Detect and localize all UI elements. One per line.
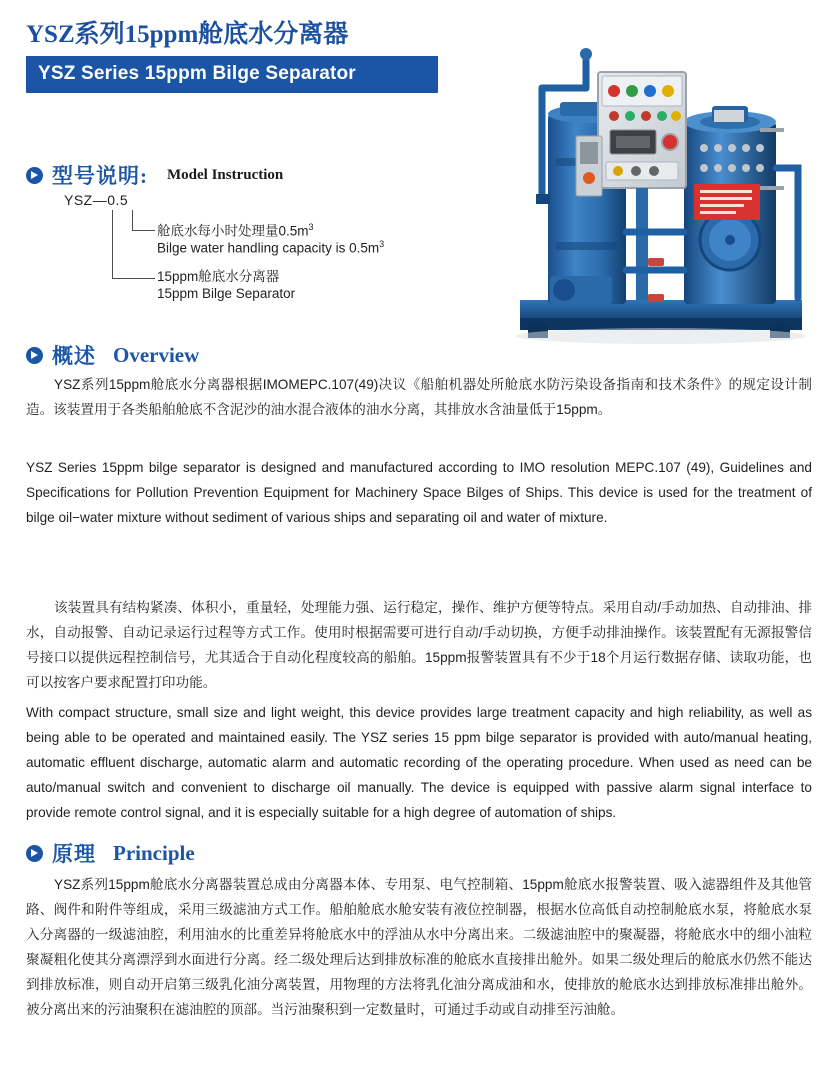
overview-heading-cn: 概述 <box>52 344 96 368</box>
principle-heading-en: Principle <box>113 840 195 865</box>
section-heading-overview <box>26 340 199 370</box>
model-heading-cn: 型号说明: <box>52 164 148 188</box>
model-note-series-cn: 15ppm舱底水分离器 <box>157 269 280 284</box>
model-note-capacity-en <box>157 236 384 257</box>
overview-paragraph-en-2: With compact structure, small size and light weight, this device provides large treatment capacity and high reliability, as well as being able to be operated and maintained easily. The YSZ series 15 ppm bilge separator is provided with auto/manual heating, automatic effluent discharge, automatic alarm and automatic recording of the operating procedure. When used as need can be auto/manual switch and convenient to discharge oil manually. The device is equipped with passive alarm signal interface to provide remote control signal, and it is especially suitable for a high degree of automation of ships. <box>26 705 812 820</box>
arrow-bullet-icon <box>26 845 43 862</box>
model-code: YSZ—0.5 <box>64 192 129 208</box>
page-title-cn: YSZ系列15ppm舱底水分离器 <box>26 21 349 48</box>
title-block <box>26 20 446 93</box>
bilge-separator-product-photo <box>498 18 816 348</box>
section-heading-model-instruction <box>26 160 283 190</box>
section-heading-principle <box>26 838 195 868</box>
overview-paragraph-cn-2: 该装置具有结构紧凑、体积小，重量轻，处理能力强、运行稳定，操作、维护方便等特点。采用自动/手动加热、自动排油、排水，自动报警、自动记录运行过程等方式工作。使用时根据需要可进行自动/手动切换，方便手动排油操作。该装置配有无源报警信号接口以提供远程控制信号，尤其适合于自动化程度较高的船舶。15ppm报警装置具有不少于18个月运行数据存储、读取功能，也可以按客户要求配置打印功能。 <box>26 600 812 690</box>
principle-paragraph-cn-1: YSZ系列15ppm舱底水分离器装置总成由分离器本体、专用泵、电气控制箱、15ppm舱底水报警装置、吸入滤器组件及其他管路、阀件和附件等组成，采用三级滤油方式工作。船舶舱底水舱安装有液位控制器，根据水位高低自动控制舱底水泵，将舱底水泵入分离器的一级滤油腔，利用油水的比重差异将舱底水中的浮油从水中分离出来。二级滤油腔中的聚凝器，将舱底水中的细小油粒聚凝粗化使其分离漂浮到水面进行分离。经二级处理后达到排放标准的舱底水直接排出舱外。如果二级处理后的舱底水仍然不能达到排放标准，则自动开启第三级乳化油分离装置，用物理的方法将乳化油分离成油和水，使排放的舱底水达到排放标准排出舱外。被分离出来的污油聚积在滤油腔的顶部。当污油聚积到一定数量时，可通过手动或自动排至污油舱。 <box>26 877 812 1017</box>
leader-line-series <box>112 210 155 279</box>
model-heading-en: Model Instruction <box>167 166 284 183</box>
model-instruction-diagram <box>26 192 466 317</box>
overview-paragraph-en-1: YSZ Series 15ppm bilge separator is designed and manufactured according to IMO resolution MEPC.107 (49), Guidelines and Specifications for Pollution Prevention Equipment for Machinery Space Bilges of Ships. This device is used for the treatment of bilge oil−water mixture without sediment of various ships and separating oil and water of mixture. <box>26 460 812 525</box>
arrow-bullet-icon <box>26 347 43 364</box>
page-title-en: YSZ Series 15ppm Bilge Separator <box>26 56 438 93</box>
overview-paragraph-cn-1: YSZ系列15ppm舱底水分离器根据IMOMEPC.107(49)决议《船舶机器处所舱底水防污染设备指南和技术条件》的规定设计制造。该装置用于各类船舶舱底不含泥沙的油水混合液体的油水分离，其排放水含油量低于15ppm。 <box>26 377 812 417</box>
model-note-capacity-cn-text: 舱底水每小时处理量0.5m <box>157 223 309 239</box>
model-note-capacity-en-sup: 3 <box>379 239 385 249</box>
model-note-series-en: 15ppm Bilge Separator <box>157 286 296 301</box>
arrow-bullet-icon <box>26 167 43 184</box>
model-note-capacity-en-text: Bilge water handling capacity is 0.5m <box>157 240 380 256</box>
model-note-capacity-cn-sup: 3 <box>308 222 314 232</box>
principle-heading-cn: 原理 <box>52 842 96 866</box>
overview-heading-en: Overview <box>113 342 200 367</box>
